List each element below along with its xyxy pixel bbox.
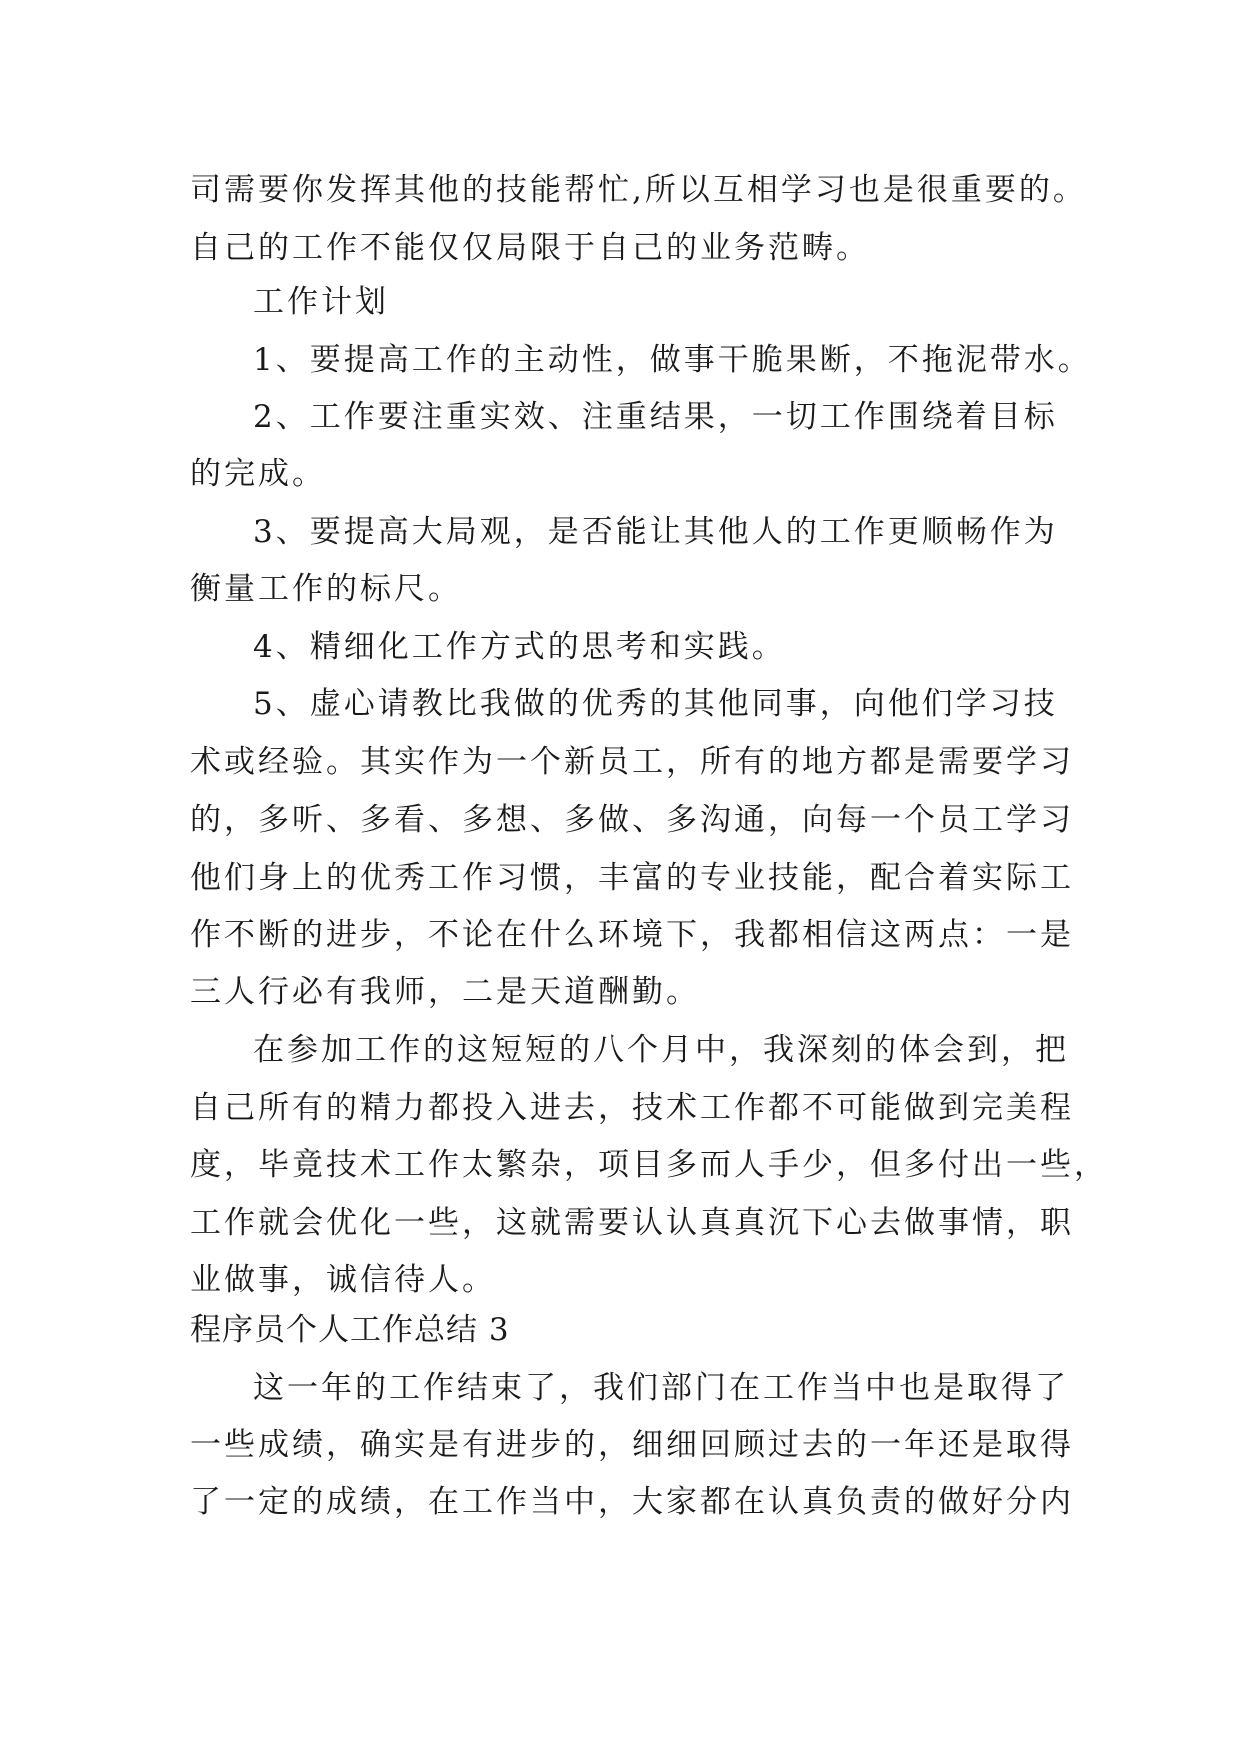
list-item: 1、要提高工作的主动性，做事干脆果断，不拖泥带水。 (253, 342, 1092, 378)
paragraph-line: 作不断的进步，不论在什么环境下，我都相信这两点：一是 (190, 917, 1074, 953)
paragraph-line: 工作就会优化一些，这就需要认认真真沉下心去做事情，职 (190, 1205, 1074, 1241)
paragraph-line: 衡量工作的标尺。 (190, 571, 462, 607)
section-title: 程序员个人工作总结 3 (190, 1312, 510, 1348)
paragraph-line: 的，多听、多看、多想、多做、多沟通，向每一个员工学习 (190, 802, 1074, 838)
paragraph-line: 司需要你发挥其他的技能帮忙,所以互相学习也是很重要的。 (190, 172, 1087, 208)
paragraph-line: 自己所有的精力都投入进去，技术工作都不可能做到完美程 (190, 1090, 1074, 1126)
list-item: 3、要提高大局观，是否能让其他人的工作更顺畅作为 (253, 514, 1058, 550)
paragraph-line: 度，毕竟技术工作太繁杂，项目多而人手少，但多付出一些， (190, 1147, 1108, 1183)
paragraph-line: 他们身上的优秀工作习惯，丰富的专业技能，配合着实际工 (190, 860, 1074, 896)
list-item: 5、虚心请教比我做的优秀的其他同事，向他们学习技 (253, 686, 1058, 722)
paragraph-line: 一些成绩，确实是有进步的，细细回顾过去的一年还是取得 (190, 1427, 1074, 1463)
list-item: 2、工作要注重实效、注重结果，一切工作围绕着目标 (253, 399, 1058, 435)
list-item: 4、精细化工作方式的思考和实践。 (253, 629, 786, 665)
paragraph-line: 的完成。 (190, 456, 326, 492)
paragraph-line: 在参加工作的这短短的八个月中，我深刻的体会到，把 (253, 1032, 1069, 1068)
paragraph-line: 自己的工作不能仅仅局限于自己的业务范畴。 (190, 230, 870, 266)
section-heading-work-plan: 工作计划 (253, 284, 389, 320)
paragraph-line: 这一年的工作结束了，我们部门在工作当中也是取得了 (253, 1370, 1069, 1406)
paragraph-line: 了一定的成绩，在工作当中，大家都在认真负责的做好分内 (190, 1484, 1074, 1520)
paragraph-line: 业做事，诚信待人。 (190, 1262, 496, 1298)
paragraph-line: 术或经验。其实作为一个新员工，所有的地方都是需要学习 (190, 744, 1074, 780)
paragraph-line: 三人行必有我师，二是天道酬勤。 (190, 974, 700, 1010)
